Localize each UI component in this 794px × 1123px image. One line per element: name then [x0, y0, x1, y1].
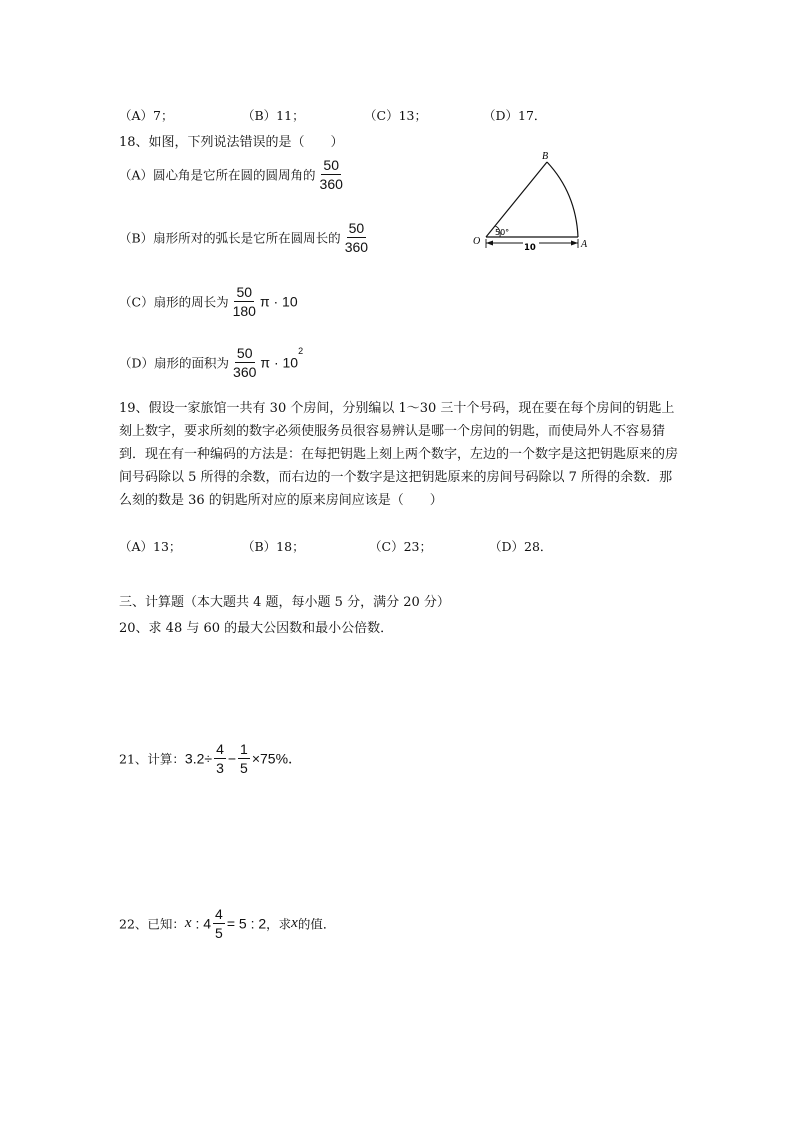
- q21-minus: −: [227, 750, 237, 767]
- q20-text: 20、求 48 与 60 的最大公因数和最小公倍数．: [119, 621, 394, 636]
- fraction-numerator: 50: [236, 345, 253, 361]
- label-b: B: [542, 151, 549, 162]
- q21-prefix: 21、计算：: [119, 751, 185, 767]
- fraction-numerator: 1: [240, 741, 248, 757]
- q18-option-c-fraction: [231, 285, 258, 318]
- fraction-numerator: 4: [216, 741, 224, 757]
- q19-option-c: （C）23；: [369, 539, 432, 554]
- q19-option-a: （A）13；: [119, 539, 182, 554]
- label-radius: 10: [524, 243, 536, 253]
- q21-fraction-2: [238, 742, 250, 775]
- fraction-numerator: 4: [215, 906, 223, 922]
- q22-suffix-b: 的值．: [297, 916, 336, 932]
- q22-equation: = 5 : 2: [226, 915, 267, 932]
- q17-option-d: （D）17．: [483, 108, 547, 123]
- fraction-denominator: 5: [215, 925, 223, 941]
- q17-option-c: （C）13；: [364, 108, 427, 123]
- q18-option-d-suffix: π · 10: [260, 354, 299, 371]
- label-a: A: [581, 239, 588, 250]
- q21-fraction-1: [214, 742, 226, 775]
- q22-variable-2: x: [291, 915, 298, 931]
- q18-option-c-suffix: π · 10: [259, 293, 298, 310]
- fraction-denominator: 180: [232, 303, 256, 319]
- arrow-right: [571, 241, 578, 246]
- q18-option-d-text: （D）扇形的面积为: [119, 355, 230, 371]
- q22-ratio: : 4: [191, 915, 212, 932]
- fraction-denominator: 360: [319, 176, 343, 192]
- fraction-denominator: 5: [240, 760, 248, 776]
- q18-option-b: [119, 221, 372, 254]
- fraction-denominator: 360: [344, 239, 369, 255]
- q18-option-a-text: （A）圆心角是它所在圆的圆周角的: [119, 167, 316, 183]
- label-o: O: [473, 236, 481, 247]
- arc-ab: [547, 162, 578, 237]
- q18-option-d-exponent: 2: [298, 346, 304, 356]
- q19-option-b: （B）18；: [242, 539, 305, 554]
- q22-prefix: 22、已知：: [119, 916, 185, 932]
- q22-variable: x: [184, 915, 192, 931]
- q18-option-c: [119, 285, 298, 318]
- q22-suffix-a: ，求: [266, 916, 292, 932]
- q22-expression: [119, 907, 335, 940]
- q18-option-a-fraction: [318, 158, 345, 191]
- q18-option-d: [119, 346, 303, 379]
- q18-stem: 18、如图，下列说法错误的是（ ）: [119, 135, 344, 150]
- sector-figure: [470, 148, 600, 258]
- label-angle: 50°: [495, 228, 510, 237]
- fraction-numerator: 50: [323, 157, 339, 173]
- q19-paragraph: 19、假设一家旅馆一共有 30 个房间，分别编以 1～30 三十个号码，现在要在每个房间的钥匙上刻上数字，要求所刻的数字必须使服务员很容易辨认是哪一个房间的钥匙，而使局外人不容易猜到．现在有一种编码的方法是：在每把钥匙上刻上两个数字，左边的一个数字是这把钥匙原来的房间号码除以 5 所得的余数，而右边的一个数字是这把钥匙原来的房间号码除以 7 所得的余数．那么刻的数是 36 的钥匙所对应的原来房间应该是（ ）: [119, 401, 679, 508]
- section-heading: 三、计算题（本大题共 4 题，每小题 5 分，满分 20 分）: [119, 595, 450, 610]
- q21-part1: 3.2÷: [184, 750, 213, 767]
- q21-expression: [119, 742, 302, 775]
- fraction-denominator: 360: [233, 364, 257, 380]
- arrow-left: [486, 241, 493, 246]
- q21-part2: ×75%．: [251, 750, 303, 767]
- fraction-numerator: 50: [348, 220, 365, 236]
- q17-option-a: （A）7；: [119, 108, 174, 123]
- q18-option-d-fraction: [231, 346, 258, 379]
- q18-option-b-fraction: [343, 221, 370, 254]
- q17-option-b: （B）11；: [242, 108, 305, 123]
- q19-text: [119, 397, 679, 512]
- q22-fraction: [213, 907, 225, 940]
- q19-option-d: （D）28．: [489, 539, 553, 554]
- q18-option-a: [119, 158, 347, 191]
- fraction-numerator: 50: [236, 284, 253, 300]
- q18-option-c-text: （C）扇形的周长为: [119, 294, 229, 310]
- q18-option-b-text: （B）扇形所对的弧长是它所在圆周长的: [119, 230, 341, 246]
- fraction-denominator: 3: [216, 760, 224, 776]
